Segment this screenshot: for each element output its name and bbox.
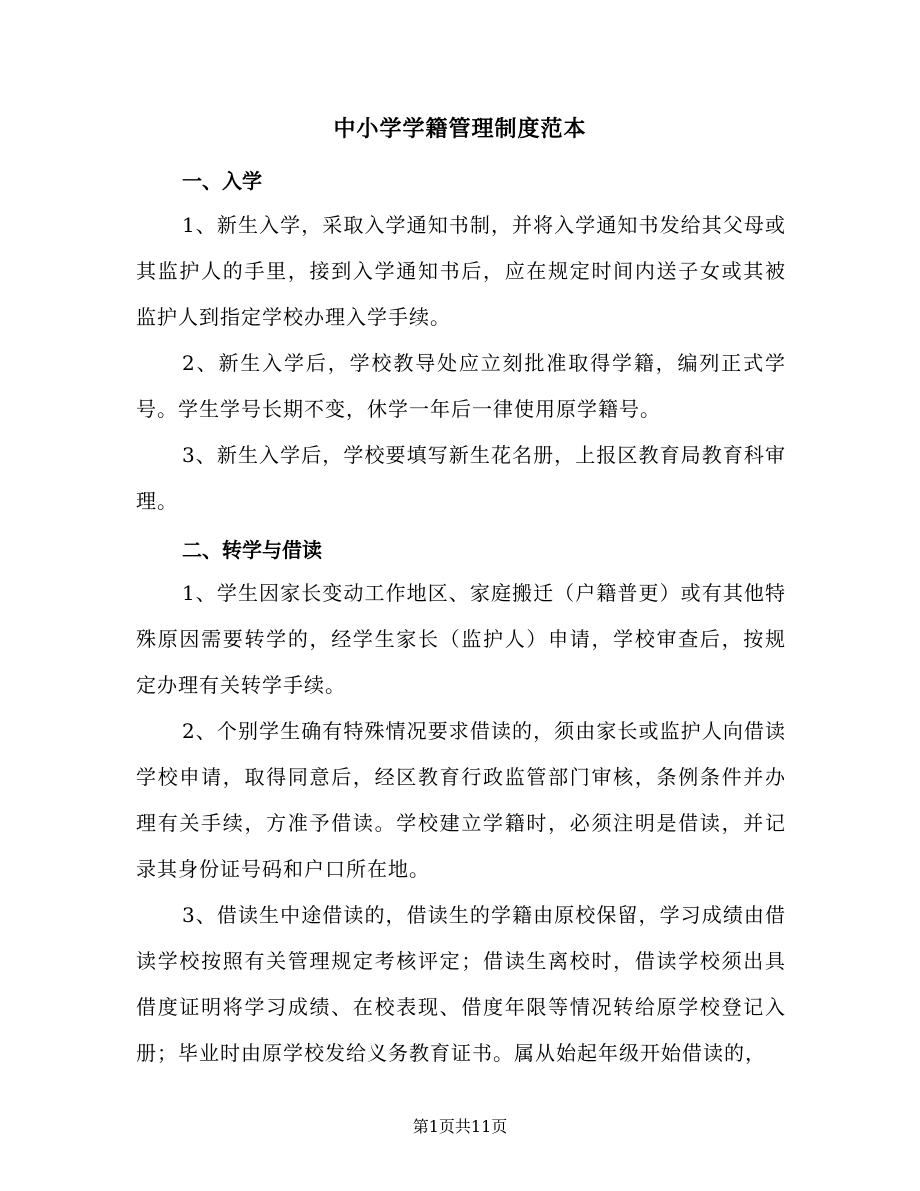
paragraph: 1、学生因家长变动工作地区、家庭搬迁（户籍普更）或有其他特殊原因需要转学的，经学生家长（监护人）申请，学校审查后，按规定办理有关转学手续。 (136, 581, 786, 697)
document-title: 中小学学籍管理制度范本 (333, 116, 587, 142)
paragraph: 3、借读生中途借读的，借读生的学籍由原校保留，学习成绩由借读学校按照有关管理规定考核评定；借读生离校时，借读学校须出具借度证明将学习成绩、在校表现、借度年限等情况转给原学校登记入册；毕业时由原学校发给义务教育证书。属从始起年级开始借读的， (136, 903, 786, 1065)
paragraph: 3、新生入学后，学校要填写新生花名册，上报区教育局教育科审理。 (136, 443, 786, 513)
page-number-footer: 第1页共11页 (412, 1117, 508, 1136)
section-heading-enrollment: 一、入学 (182, 169, 262, 193)
paragraph: 2、新生入学后，学校教导处应立刻批准取得学籍，编列正式学号。学生学号长期不变，休学一年后一律使用原学籍号。 (136, 351, 786, 421)
paragraph: 2、个别学生确有特殊情况要求借读的，须由家长或监护人向借读学校申请，取得同意后，经区教育行政监管部门审核，条例条件并办理有关手续，方准予借读。学校建立学籍时，必须注明是借读，并记录其身份证号码和户口所在地。 (136, 719, 786, 881)
section-heading-transfer: 二、转学与借读 (182, 538, 322, 562)
paragraph: 1、新生入学，采取入学通知书制，并将入学通知书发给其父母或其监护人的手里，接到入学通知书后，应在规定时间内送子女或其被监护人到指定学校办理入学手续。 (136, 213, 786, 329)
